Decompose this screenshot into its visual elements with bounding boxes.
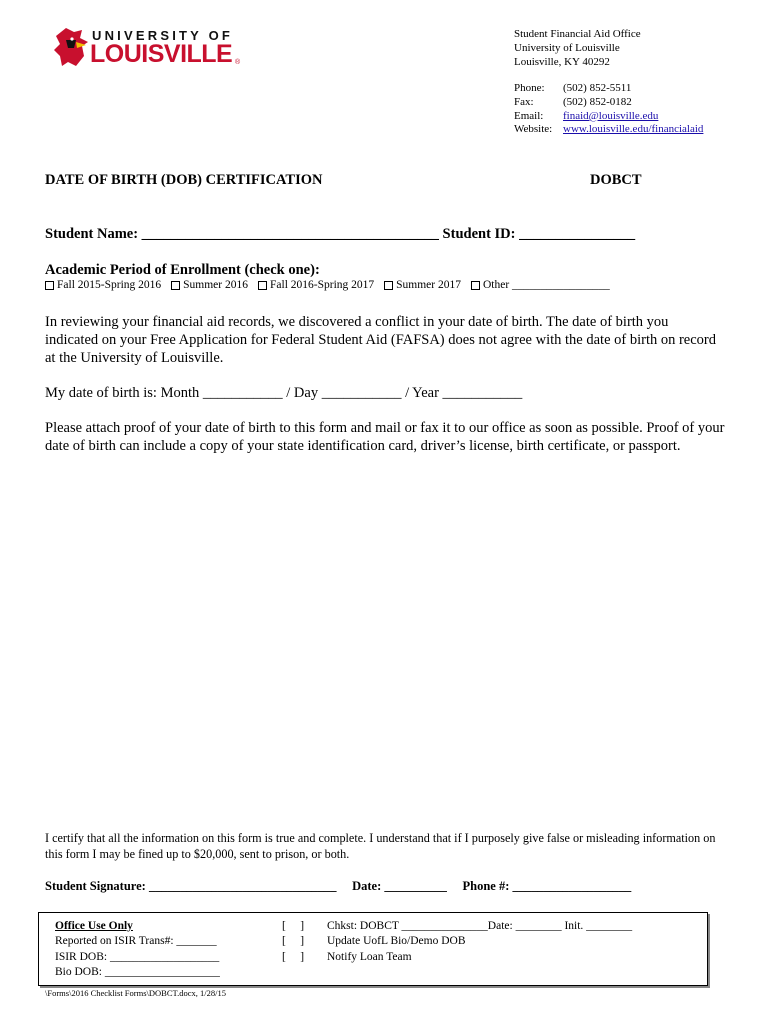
office-address [514, 28, 641, 69]
certification-statement: I certify that all the information on this form is true and complete. I understand that if I purposely give false or misleading information on this form I may be fined up to $20,000, sent to prison, or both. [45, 831, 716, 861]
logo-top-text: UNIVERSITY OF [92, 28, 234, 43]
website-label: Website: [514, 123, 553, 136]
checkbox-icon[interactable] [471, 281, 480, 290]
conflict-paragraph: In reviewing your financial aid records, we discovered a conflict in your date of birth. The date of birth you indicated on your Free Application for Federal Student Aid (FAFSA) does not agree with the date of birth on record at the University of Louisville. [45, 314, 717, 366]
office-use-left [55, 919, 220, 980]
fax-value: (502) 852-0182 [563, 95, 632, 108]
office-use-task: Update UofL Bio/Demo DOB [327, 935, 466, 948]
student-name-field[interactable]: _________________________________________ [141, 226, 439, 242]
form-title: DATE OF BIRTH (DOB) CERTIFICATION [45, 172, 323, 188]
office-use-line: ISIR DOB: ___________________ [55, 950, 220, 963]
office-line: Louisville, KY 40292 [514, 55, 610, 68]
footer-path: \Forms\2016 Checklist Forms\DOBCT.docx, 1/28/15 [45, 988, 226, 998]
email-label: Email: [514, 109, 544, 122]
signature-field[interactable]: ______________________________ [148, 879, 337, 893]
proof-paragraph: Please attach proof of your date of birth to this form and mail or fax it to our office as soon as possible. Proof of your date of birth can include a copy of your state identification card, driver’s license, birth certificate, or passport. [45, 420, 725, 454]
dob-entry-line[interactable]: My date of birth is: Month ___________ / Day ___________ / Year ___________ [45, 385, 523, 401]
website-link[interactable]: www.louisville.edu/financialaid [563, 123, 704, 136]
office-use-bracket: [ ] [282, 920, 305, 932]
period-option[interactable] [471, 279, 610, 291]
phone-value: (502) 852-5511 [563, 82, 632, 94]
office-line: University of Louisville [514, 41, 620, 54]
office-use-bracket: [ ] [282, 950, 305, 963]
period-option-label: Fall 2016-Spring 2017 [270, 279, 375, 291]
phone-row [514, 82, 703, 96]
period-option[interactable] [384, 279, 461, 291]
student-id-field[interactable]: ________________ [519, 226, 636, 242]
office-use-title: Office Use Only [55, 920, 133, 932]
student-name-label: Student Name: [45, 226, 139, 242]
phone-label: Phone: [514, 82, 545, 94]
checkbox-icon[interactable] [45, 281, 54, 290]
office-line: Student Financial Aid Office [514, 28, 641, 40]
period-option-label: Other _________________ [483, 279, 610, 291]
university-logo [52, 26, 242, 70]
period-option[interactable] [171, 279, 248, 291]
email-row [514, 110, 703, 124]
office-use-task: Chkst: DOBCT _______________Date: ________ Init. ________ [327, 920, 633, 932]
fax-row [514, 96, 703, 110]
checkbox-icon[interactable] [171, 281, 180, 290]
logo-registered-mark: ® [235, 59, 241, 66]
checkbox-icon[interactable] [258, 281, 267, 290]
student-id-label: Student ID: [442, 226, 516, 242]
email-link[interactable]: finaid@louisville.edu [563, 109, 659, 122]
checkbox-icon[interactable] [384, 281, 393, 290]
fax-label: Fax: [514, 95, 534, 108]
enrollment-period-options [45, 279, 620, 291]
enrollment-period-label: Academic Period of Enrollment (check one): [45, 262, 320, 278]
office-use-line: Reported on ISIR Trans#: _______ [55, 935, 217, 948]
office-use-box [38, 912, 708, 986]
phone-number-label: Phone #: [462, 879, 510, 893]
phone-number-field[interactable]: ___________________ [512, 879, 632, 893]
period-option-label: Fall 2015-Spring 2016 [57, 279, 162, 291]
period-option-label: Summer 2017 [396, 279, 461, 291]
contact-info [514, 82, 703, 137]
period-option[interactable] [258, 279, 374, 291]
signature-row [45, 879, 631, 894]
period-option[interactable] [45, 279, 161, 291]
period-option-label: Summer 2016 [183, 279, 248, 291]
website-row [514, 123, 703, 137]
signature-label: Student Signature: [45, 879, 146, 893]
office-use-brackets [282, 919, 304, 965]
cardinal-bird-icon [52, 26, 90, 68]
office-use-task: Notify Loan Team [327, 950, 412, 963]
office-use-line: Bio DOB: ____________________ [55, 965, 220, 978]
form-code: DOBCT [590, 172, 642, 188]
date-field[interactable]: __________ [384, 879, 447, 893]
date-label: Date: [352, 879, 382, 893]
office-use-right [327, 919, 632, 965]
logo-main-text: LOUISVILLE [90, 40, 233, 68]
student-name-row [45, 226, 635, 243]
office-use-bracket: [ ] [282, 935, 305, 948]
